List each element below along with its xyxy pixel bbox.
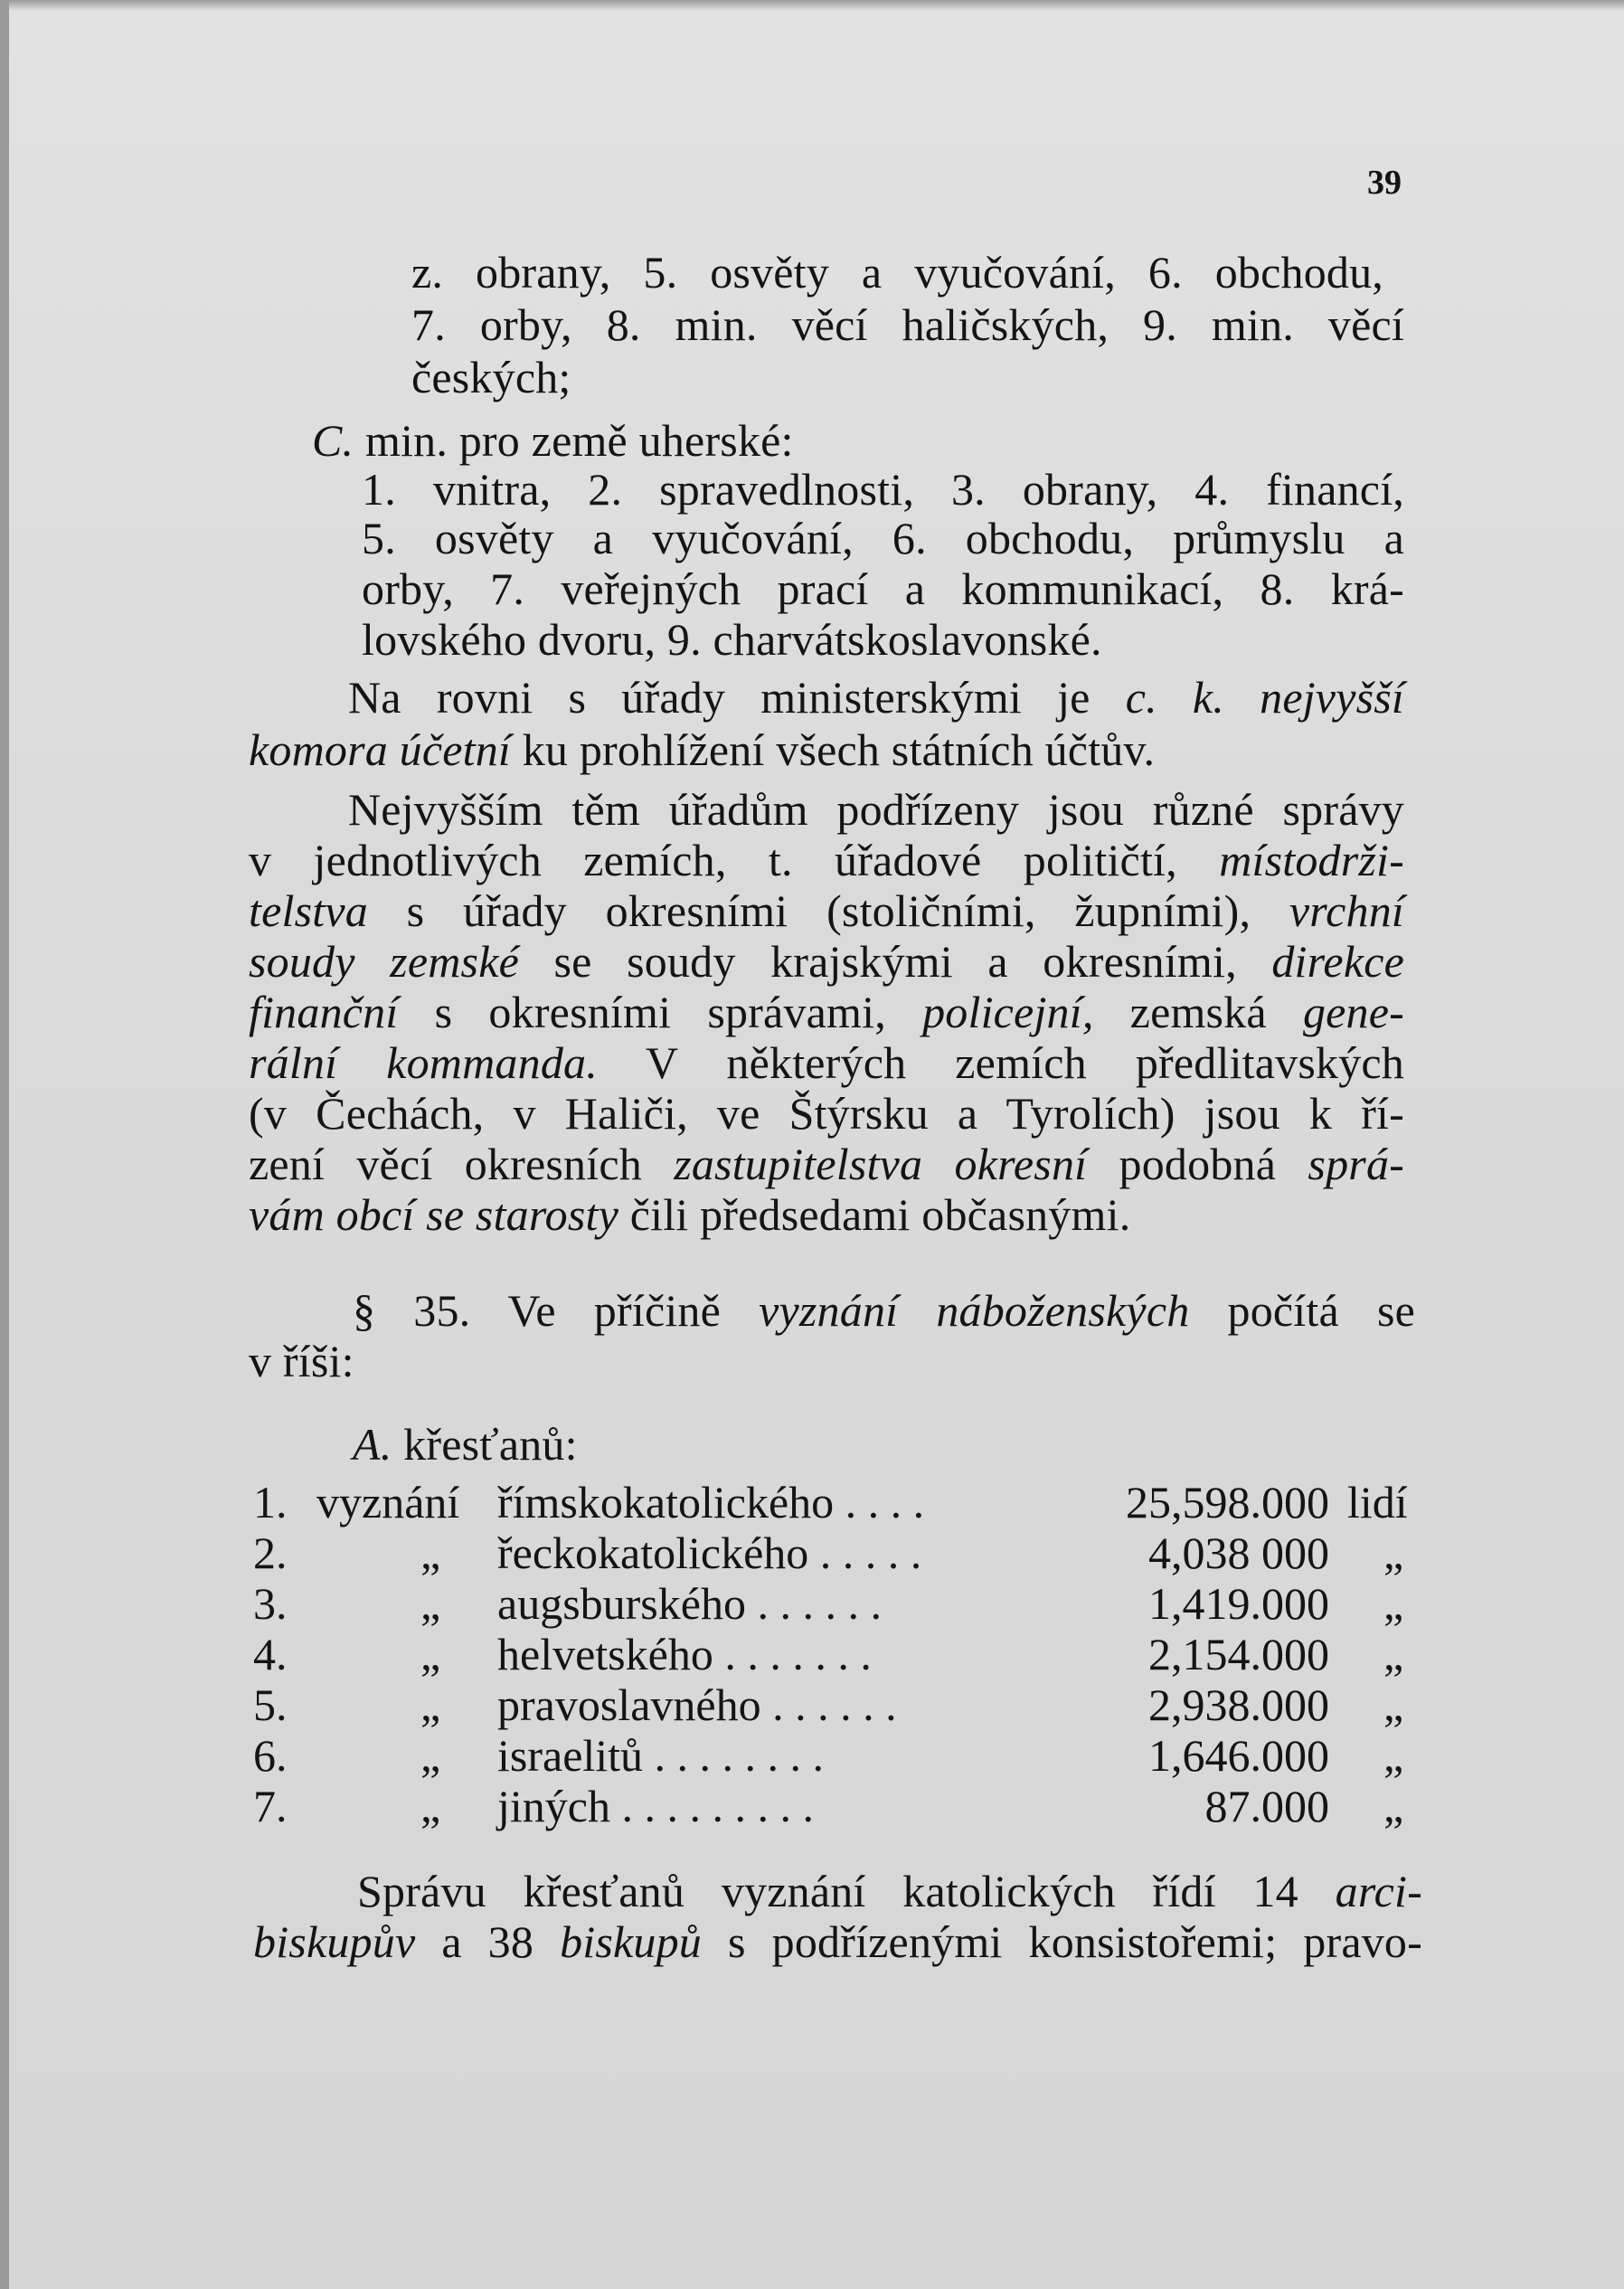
text-span: s okresními správami, (398, 987, 923, 1037)
italic-span: biskupův (253, 1916, 416, 1967)
table-row (253, 1628, 1429, 1680)
row-unit: „ (1383, 1578, 1404, 1629)
italic-letter: A. (353, 1419, 392, 1470)
text-line (249, 986, 1404, 1038)
row-unit: lidí (1347, 1477, 1408, 1528)
row-mark: vyznání (316, 1477, 460, 1528)
italic-span: policejní, (922, 987, 1094, 1037)
row-unit: „ (1383, 1781, 1404, 1831)
text-line (249, 1188, 1130, 1241)
text-line (312, 414, 794, 467)
row-value: 25,598.000 (1126, 1477, 1329, 1528)
text-span: křesťanů: (392, 1419, 578, 1470)
text-line: 7. orby, 8. min. věcí haličských, 9. min. věcí (411, 299, 1404, 350)
table-row (253, 1577, 1429, 1630)
row-number: 7. (253, 1781, 288, 1831)
text-span: Na rovni s úřady ministerskými je (348, 672, 1126, 723)
row-value: 1,419.000 (1148, 1578, 1329, 1629)
text-line (249, 1036, 1404, 1089)
row-number: 5. (253, 1679, 288, 1730)
italic-span: direkce (1271, 936, 1404, 987)
text-span: se soudy krajskými a okresními, (518, 936, 1272, 987)
text-line (357, 1865, 1422, 1917)
italic-span: rální kommanda. (249, 1037, 598, 1088)
italic-span: vám obcí se starosty (249, 1189, 619, 1240)
row-mark: „ (420, 1578, 441, 1629)
text-line (249, 1138, 1404, 1190)
row-name: helvetského . . . . . . . (497, 1629, 872, 1679)
row-value: 2,938.000 (1148, 1679, 1329, 1730)
text-line: v říši: (249, 1336, 354, 1386)
row-name: řeckokatolického . . . . . (497, 1528, 922, 1578)
row-value: 1,646.000 (1148, 1730, 1329, 1781)
row-unit: „ (1383, 1629, 1404, 1679)
text-span: a 38 (415, 1916, 561, 1967)
row-number: 4. (253, 1629, 288, 1679)
row-unit: „ (1383, 1730, 1404, 1781)
text-span: čili předsedami občasnými. (618, 1189, 1131, 1240)
row-mark: „ (420, 1679, 441, 1730)
text-span: v jednotlivých zemích, t. úřadové političtí, (249, 835, 1220, 885)
italic-span: arci- (1335, 1866, 1422, 1916)
italic-span: telstva (249, 885, 368, 936)
text-span: § 35. Ve příčině (353, 1285, 760, 1336)
row-name: augsburského . . . . . . (497, 1578, 882, 1629)
table-row (253, 1679, 1429, 1731)
page-left-edge (0, 0, 9, 2289)
row-number: 2. (253, 1528, 288, 1578)
text-line (249, 884, 1404, 937)
row-mark: „ (420, 1528, 441, 1578)
text-line (249, 935, 1404, 988)
italic-span: vyznání náboženských (759, 1285, 1190, 1336)
text-span: Správu křesťanů vyznání katolických řídí 14 (357, 1866, 1336, 1916)
text-span: s úřady okresními (stoličními, župními), (367, 885, 1289, 936)
row-number: 6. (253, 1730, 288, 1781)
italic-span: soudy zemské (249, 936, 519, 987)
text-span: V některých zemích předlitavských (597, 1037, 1404, 1088)
text-span: zení věcí okresních (249, 1139, 675, 1189)
italic-span: komora účetní (249, 724, 512, 775)
row-mark: „ (420, 1629, 441, 1679)
text-line: 5. osvěty a vyučování, 6. obchodu, průmyslu a (362, 513, 1404, 563)
subheading (353, 1418, 578, 1471)
table-row (253, 1476, 1429, 1528)
text-span: min. pro země uherské: (354, 415, 794, 466)
text-line: 1. vnitra, 2. spravedlnosti, 3. obrany, 4. financí, (362, 464, 1404, 515)
table-row (253, 1527, 1429, 1579)
text-span: s podřízenými konsistořemi; pravo- (702, 1916, 1422, 1967)
italic-span: finanční (249, 987, 399, 1037)
row-unit: „ (1383, 1528, 1404, 1578)
row-value: 4,038 000 (1148, 1528, 1329, 1578)
text-line: Nejvyšším těm úřadům podřízeny jsou různé správy (348, 784, 1404, 835)
text-line: z. obrany, 5. osvěty a vyučování, 6. obchodu, (411, 247, 1383, 298)
row-name: jiných . . . . . . . . . (497, 1781, 814, 1831)
row-value: 2,154.000 (1148, 1629, 1329, 1679)
row-mark: „ (420, 1781, 441, 1831)
italic-span: biskupů (560, 1916, 703, 1967)
text-line: orby, 7. veřejných prací a kommunikací, 8. krá- (362, 563, 1404, 614)
text-line (348, 671, 1404, 724)
text-line: českých; (411, 352, 571, 402)
row-name: israelitů . . . . . . . . (497, 1730, 825, 1781)
table-row (253, 1780, 1429, 1832)
row-mark: „ (420, 1730, 441, 1781)
page-number: 39 (1367, 164, 1402, 202)
italic-letter: C. (312, 415, 354, 466)
row-name: římskokatolického . . . . (497, 1477, 925, 1528)
text-span: zemská (1093, 987, 1303, 1037)
text-line: (v Čechách, v Haliči, ve Štýrsku a Tyrolích) jsou k ří- (249, 1088, 1404, 1139)
italic-span: vrchní (1289, 885, 1404, 936)
text-line (249, 724, 1155, 776)
row-number: 1. (253, 1477, 288, 1528)
text-line (249, 834, 1404, 886)
page-top-edge (0, 0, 1624, 11)
italic-span: sprá- (1308, 1139, 1404, 1189)
text-line (253, 1915, 1422, 1968)
italic-span: c. k. nejvyšší (1125, 672, 1404, 723)
text-span: počítá se (1189, 1285, 1416, 1336)
row-number: 3. (253, 1578, 288, 1629)
text-span: ku prohlížení všech státních účtův. (511, 724, 1156, 775)
text-span: podobná (1087, 1139, 1308, 1189)
text-line: lovského dvoru, 9. charvátskoslavonské. (362, 614, 1102, 665)
italic-span: místodrži- (1219, 835, 1404, 885)
table-row (253, 1729, 1429, 1782)
row-value: 87.000 (1204, 1781, 1329, 1831)
row-unit: „ (1383, 1679, 1404, 1730)
italic-span: zastupitelstva okresní (674, 1139, 1088, 1189)
section-heading-line (353, 1284, 1415, 1337)
row-name: pravoslavného . . . . . . (497, 1679, 897, 1730)
italic-span: gene- (1302, 987, 1405, 1037)
